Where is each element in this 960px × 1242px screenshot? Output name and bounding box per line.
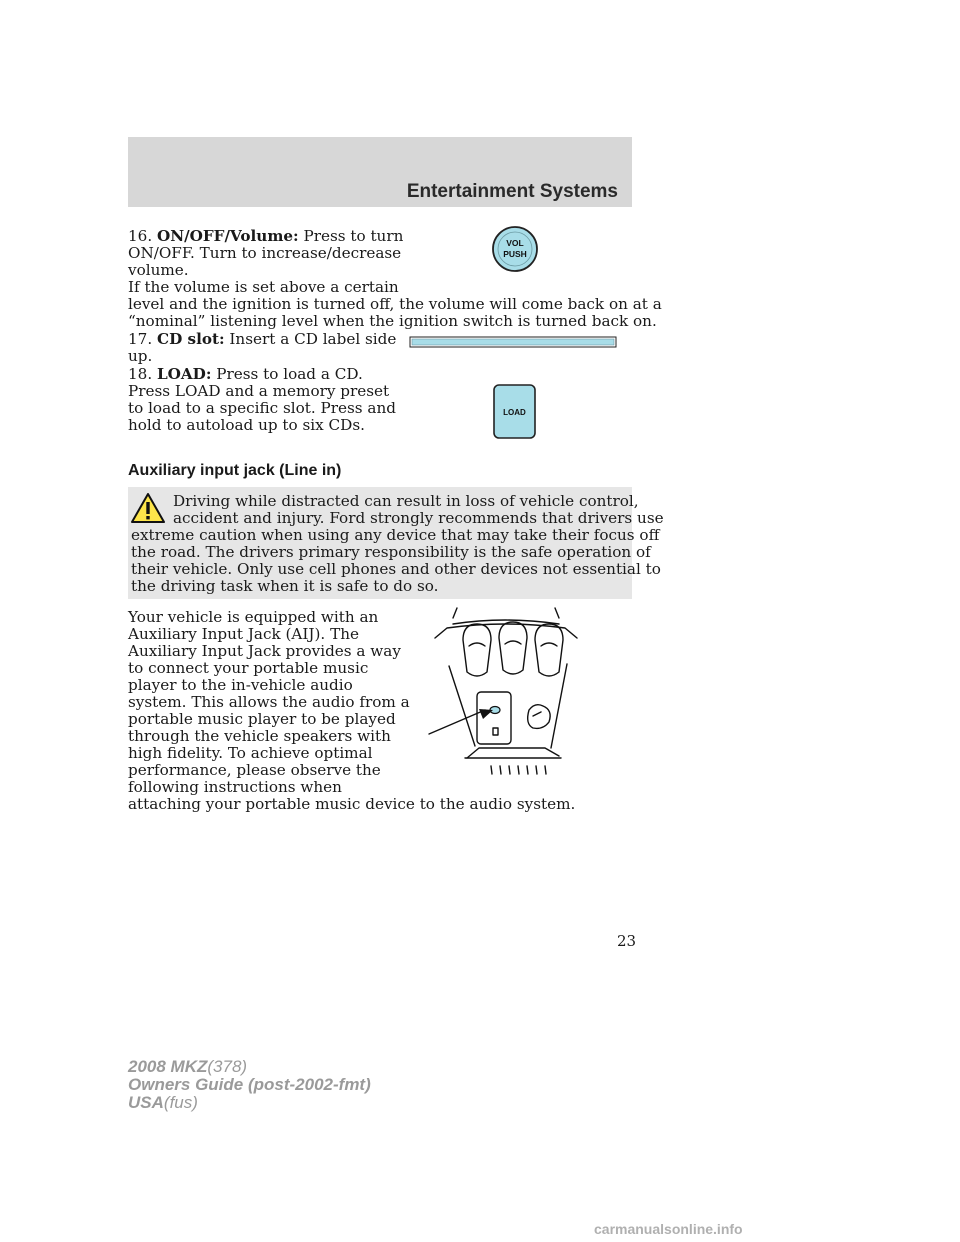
watermark-link[interactable]: carmanualsonline.info — [594, 1221, 743, 1237]
section-header-band — [128, 137, 632, 207]
body-line-11: following instructions when — [128, 778, 342, 796]
item-16-text-1: Press to turn — [298, 227, 404, 245]
item-16-text-3: volume. — [128, 261, 189, 279]
section-heading: Auxiliary input jack (Line in) — [128, 462, 342, 479]
item-16-text-2: ON/OFF. Turn to increase/decrease — [128, 244, 402, 262]
load-button-icon — [493, 384, 536, 439]
item-18-text-1: Press to load a CD. — [211, 365, 363, 383]
body-line-10: performance, please observe the — [128, 761, 381, 779]
item-16-text-4: If the volume is set above a certain — [128, 278, 399, 296]
body-line-4: to connect your portable music — [128, 659, 369, 677]
item-18-text-4: hold to autoload up to six CDs. — [128, 416, 365, 434]
footer-block — [128, 1058, 371, 1112]
warning-line-5: their vehicle. Only use cell phones and other devices not essential to — [131, 560, 661, 578]
body-line-6: system. This allows the audio from a — [128, 693, 410, 711]
body-line-2: Auxiliary Input Jack (AIJ). The — [128, 625, 359, 643]
push-icon-label: PUSH — [503, 249, 527, 259]
warning-line-2: accident and injury. Ford strongly recommends that drivers use — [173, 509, 664, 527]
body-line-1: Your vehicle is equipped with an — [128, 608, 379, 626]
warning-line-3: extreme caution when using any device that may take their focus off — [131, 526, 660, 544]
footer-line-3 — [128, 1094, 371, 1112]
body-line-9: high fidelity. To achieve optimal — [128, 744, 373, 762]
body-line-7: portable music player to be played — [128, 710, 396, 728]
cd-slot-icon — [409, 336, 617, 348]
section-title: Entertainment Systems — [406, 181, 618, 202]
item-17-label: CD slot: — [156, 330, 225, 348]
item-18-label: LOAD: — [156, 365, 212, 383]
item-17-text-2: up. — [128, 347, 153, 365]
footer-market-code: (fus) — [163, 1093, 198, 1112]
item-16-text-6: “nominal” listening level when the ignition switch is turned back on. — [128, 312, 657, 330]
footer-line-2: Owners Guide (post-2002-fmt) — [128, 1075, 371, 1094]
item-16-number: 16. — [128, 227, 153, 245]
load-icon-label: LOAD — [503, 408, 526, 417]
item-16-text-5: level and the ignition is turned off, the volume will come back on at a — [128, 295, 662, 313]
volume-knob-icon — [490, 224, 540, 274]
body-line-12: attaching your portable music device to the audio system. — [128, 795, 576, 813]
body-line-5: player to the in-vehicle audio — [128, 676, 353, 694]
item-17-number: 17. — [128, 330, 153, 348]
item-16-label: ON/OFF/Volume: — [156, 227, 299, 245]
vol-icon-label: VOL — [506, 238, 524, 248]
footer-line-1 — [128, 1058, 371, 1076]
item-18-number: 18. — [128, 365, 153, 383]
body-line-8: through the vehicle speakers with — [128, 727, 391, 745]
item-18-line-1 — [128, 366, 363, 383]
footer-market: USA — [128, 1093, 164, 1112]
page-number: 23 — [617, 932, 637, 950]
warning-line-6: the driving task when it is safe to do so. — [131, 577, 439, 595]
item-17-line-1 — [128, 331, 396, 348]
footer-model-code: (378) — [207, 1057, 248, 1076]
item-17-text-1: Insert a CD label side — [224, 330, 397, 348]
warning-triangle-icon — [130, 492, 166, 524]
item-16-line-1 — [128, 228, 403, 245]
warning-line-1: Driving while distracted can result in loss of vehicle control, — [173, 492, 639, 510]
warning-line-4: the road. The drivers primary responsibility is the safe operation of — [131, 543, 651, 561]
item-18-text-3: to load to a specific slot. Press and — [128, 399, 396, 417]
console-aux-jack-illustration — [425, 606, 587, 776]
body-line-3: Auxiliary Input Jack provides a way — [128, 642, 401, 660]
item-18-text-2: Press LOAD and a memory preset — [128, 382, 390, 400]
footer-model: 2008 MKZ — [128, 1057, 208, 1076]
